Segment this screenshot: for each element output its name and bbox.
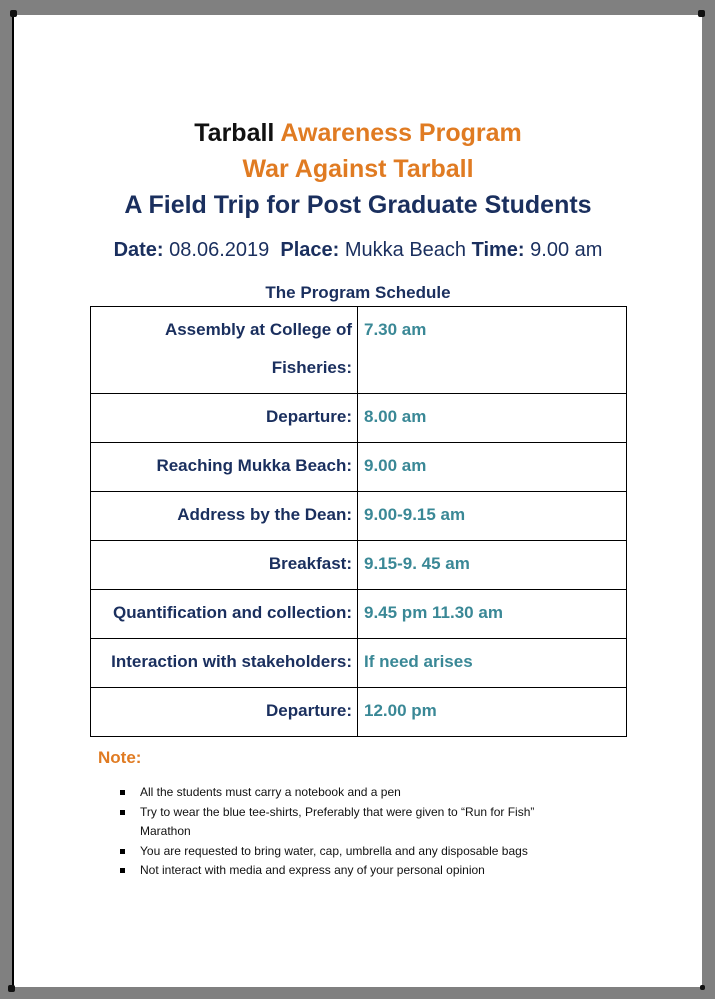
schedule-activity: Assembly at College of Fisheries: bbox=[91, 307, 358, 394]
schedule-time: 12.00 pm bbox=[358, 688, 627, 737]
title-awareness-program: Awareness Program bbox=[280, 119, 522, 147]
note-item bbox=[114, 783, 584, 803]
title-line-2: War Against Tarball bbox=[242, 155, 474, 183]
schedule-row bbox=[91, 688, 627, 737]
note-heading: Note: bbox=[98, 748, 142, 767]
title-block bbox=[14, 115, 702, 223]
corner-mark-top-left bbox=[10, 10, 17, 17]
schedule-title: The Program Schedule bbox=[265, 283, 451, 302]
title-line-1 bbox=[14, 115, 702, 151]
corner-mark-bottom-right bbox=[700, 985, 705, 990]
schedule-activity: Breakfast: bbox=[91, 541, 358, 590]
schedule-time: If need arises bbox=[358, 639, 627, 688]
schedule-activity: Quantification and collection: bbox=[91, 590, 358, 639]
schedule-time: 9.00 am bbox=[358, 443, 627, 492]
note-text: You are requested to bring water, cap, umbrella and any disposable bags bbox=[140, 843, 528, 858]
square-bullet-icon bbox=[120, 810, 125, 815]
title-tarball: Tarball bbox=[194, 119, 275, 147]
schedule-row bbox=[91, 492, 627, 541]
schedule-time: 8.00 am bbox=[358, 394, 627, 443]
schedule-row bbox=[91, 639, 627, 688]
schedule-row bbox=[91, 394, 627, 443]
schedule-activity: Reaching Mukka Beach: bbox=[91, 443, 358, 492]
note-text: Try to wear the blue tee-shirts, Preferably that were given to “Run for Fish” Marathon bbox=[140, 804, 535, 838]
schedule-time: 9.15-9. 45 am bbox=[358, 541, 627, 590]
notes-list bbox=[114, 783, 584, 881]
schedule-row bbox=[91, 307, 627, 394]
note-text: All the students must carry a notebook and a pen bbox=[140, 785, 401, 799]
schedule-activity: Interaction with stakeholders: bbox=[91, 639, 358, 688]
schedule-row bbox=[91, 541, 627, 590]
event-meta bbox=[14, 239, 702, 262]
schedule-table bbox=[90, 306, 627, 737]
schedule-time: 9.45 pm 11.30 am bbox=[358, 590, 627, 639]
schedule-activity: Departure: bbox=[91, 688, 358, 737]
document-page bbox=[12, 15, 702, 987]
note-item bbox=[114, 842, 584, 862]
note-text: Not interact with media and express any of your personal opinion bbox=[140, 863, 485, 877]
corner-mark-bottom-left bbox=[8, 985, 15, 992]
place-value: Mukka Beach bbox=[344, 239, 467, 261]
square-bullet-icon bbox=[120, 849, 125, 854]
schedule-time: 7.30 am bbox=[358, 307, 627, 394]
square-bullet-icon bbox=[120, 790, 125, 795]
corner-mark-top-right bbox=[698, 10, 705, 17]
schedule-row bbox=[91, 590, 627, 639]
place-label: Place: bbox=[280, 239, 340, 261]
schedule-activity: Departure: bbox=[91, 394, 358, 443]
date-label: Date: bbox=[113, 239, 164, 261]
schedule-activity: Address by the Dean: bbox=[91, 492, 358, 541]
square-bullet-icon bbox=[120, 868, 125, 873]
time-value: 9.00 am bbox=[530, 239, 603, 261]
note-item bbox=[114, 803, 584, 842]
schedule-time: 9.00-9.15 am bbox=[358, 492, 627, 541]
title-line-3: A Field Trip for Post Graduate Students bbox=[124, 191, 592, 219]
time-label: Time: bbox=[471, 239, 525, 261]
schedule-row bbox=[91, 443, 627, 492]
note-item bbox=[114, 861, 584, 881]
date-value: 08.06.2019 bbox=[169, 239, 270, 261]
